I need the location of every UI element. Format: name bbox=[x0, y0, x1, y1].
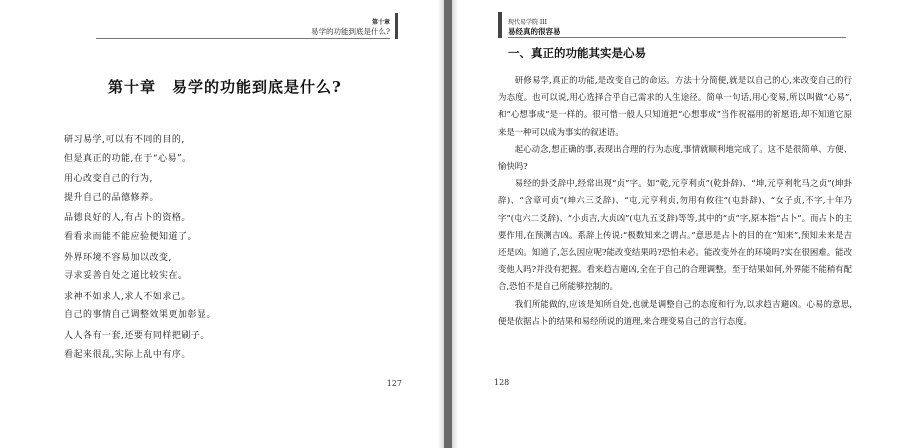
running-header-title: 易经真的很容易 bbox=[508, 27, 561, 36]
chapter-poem bbox=[64, 131, 394, 366]
poem-line: 求神不如求人,求人不如求己。 bbox=[64, 291, 191, 302]
running-header-title: 易学的功能到底是什么? bbox=[310, 27, 390, 36]
poem-line: 寻求妥善自处之道比较实在。 bbox=[64, 271, 188, 282]
running-header-section: 第十章 bbox=[371, 19, 390, 26]
page-number: 127 bbox=[386, 379, 402, 388]
poem-line: 看看求而能不能应验便知道了。 bbox=[64, 231, 198, 242]
poem-line: 自己的事情自己调整效果更加彰显。 bbox=[64, 310, 217, 321]
left-page bbox=[0, 0, 444, 448]
running-header-section: 现代易学院 III bbox=[508, 19, 548, 26]
chapter-title: 第十章 易学的功能到底是什么? bbox=[108, 78, 342, 96]
paragraph: 起心动念,想正确的事,表现出合理的行为态度,事情就顺利地完成了。这不是很简单、方便、愉快吗? bbox=[498, 143, 852, 172]
header-rule bbox=[96, 38, 390, 39]
poem-stanza bbox=[64, 209, 394, 246]
paragraph: 易经的卦爻辞中,经常出现“贞”字。如“乾,元亨利贞”(乾卦辞)、“坤,元亨利牝马之贞”(坤卦辞)、“含章可贞”(坤六三爻辞)、“屯,元亨利贞,勿用有攸往”(屯卦辞)、“女子贞,不字,十年乃字”(屯六二爻辞)、“小贞吉,大贞凶”(屯九五爻辞)等等,其中的“贞”字,原本指“占卜”。而占卜的主要作用,在预测吉凶。系辞上传说:“极数知来之谓占。”意思是占卜的目的在“知来”,预知未来是吉还是凶。知道了,怎么因应呢?能改变结果吗?恐怕未必。能改变外在的环境吗?实在很困难。能改变他人吗?并没有把握。看来趋吉避凶,全在于自己的合理调整。至于结果如何,外界能不能稍有配合,恐怕不是自己所能够控制的。 bbox=[498, 178, 852, 292]
poem-line: 研习易学,可以有不同的目的, bbox=[64, 135, 185, 145]
paragraph: 研修易学,真正的功能,是改变自己的命运。方法十分简便,就是以自己的心,来改变自己的行为态度。也可以说,用心选择合乎自己需求的人生途径。简单一句话,用心变易,所以叫做“心易”,和“心想事成”是一样的。很可惜一般人只知道把“心想事成”当作祝福用的祈愿语,却不知道它原来是一种可以成为事实的叙述语。 bbox=[498, 75, 852, 137]
poem-stanza bbox=[64, 249, 394, 286]
header-bar bbox=[498, 12, 502, 38]
poem-line: 提升自己的品德修养。 bbox=[64, 192, 160, 203]
spine-shadow bbox=[438, 0, 444, 448]
poem-line: 人人各有一套,还要有同样把刷子。 bbox=[64, 330, 210, 341]
header-bar bbox=[395, 13, 398, 39]
poem-line: 但是真正的功能,在于“心易”。 bbox=[64, 153, 192, 164]
spine-shadow bbox=[452, 0, 458, 448]
header-rule bbox=[508, 37, 846, 38]
poem-stanza bbox=[64, 131, 394, 168]
poem-line: 外界环境不容易加以改变, bbox=[64, 252, 172, 263]
section-heading: 一、真正的功能其实是心易 bbox=[508, 46, 646, 60]
poem-line: 用心改变自己的行为, bbox=[64, 174, 153, 185]
page-number: 128 bbox=[494, 378, 510, 387]
poem-line: 看起来很乱,实际上乱中有序。 bbox=[64, 349, 191, 360]
paragraph: 我们所能做的,应该是知所自处,也就是调整自己的态度和行为,以求趋吉避凶。心易的意思,便是依据占卜的结果和易经所说的道理,来合理变易自己的言行态度。 bbox=[498, 298, 852, 326]
poem-line: 品德良好的人,有占卜的资格。 bbox=[64, 213, 191, 224]
poem-stanza bbox=[64, 170, 394, 207]
poem-stanza bbox=[64, 288, 394, 325]
right-page bbox=[452, 0, 898, 448]
body-text bbox=[498, 72, 852, 330]
poem-stanza bbox=[64, 327, 394, 364]
